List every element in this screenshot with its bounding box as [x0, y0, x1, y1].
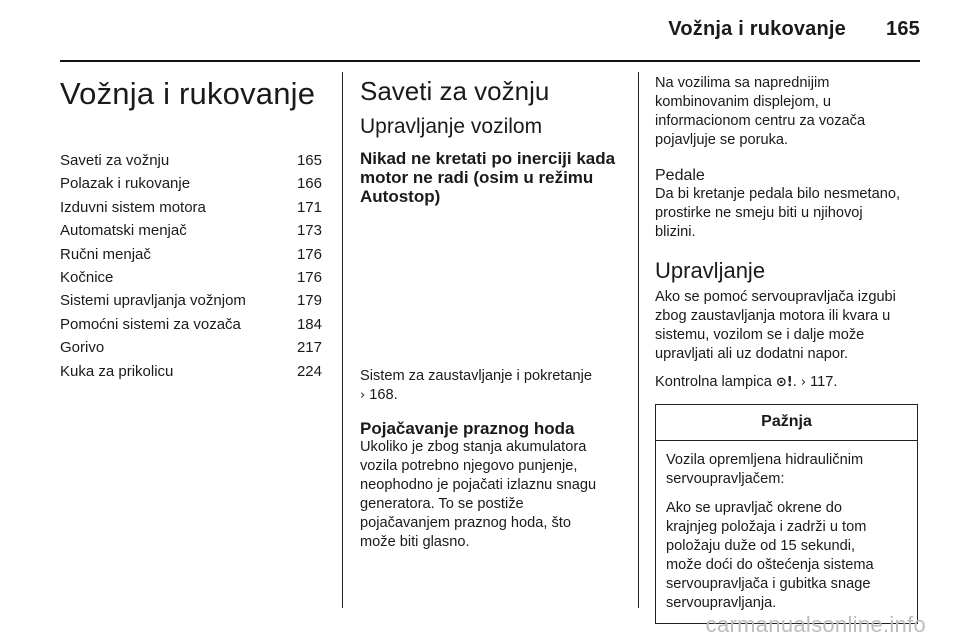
steering-warning-icon: ⊙! — [775, 375, 793, 390]
toc-entry-title: Polazak i rukovanje — [60, 175, 191, 193]
toc-entry-page: 165 — [296, 152, 322, 169]
text-line: neophodno je pojačati izlaznu snagu — [360, 477, 597, 493]
text-line: Na vozilima sa naprednijim — [655, 75, 830, 91]
cross-reference-link[interactable]: 117. — [810, 374, 838, 390]
toc-entry-page: 184 — [296, 315, 322, 333]
toc-entry[interactable] — [60, 314, 322, 335]
watermark: carmanualsonline.info — [705, 612, 926, 637]
toc-entry-page: 224 — [296, 362, 322, 380]
text-line: Kontrolna lampica — [655, 374, 772, 390]
heading-line: Autostop) — [360, 187, 441, 206]
chapter-title: Vožnja i rukovanje — [60, 76, 316, 111]
text-line: kombinovanim displejom, u — [655, 94, 832, 110]
text-line: pojačavanjem praznog hoda, što — [360, 515, 571, 531]
toc-entry-page: 176 — [296, 245, 322, 263]
text-line: može biti glasno. — [360, 534, 470, 550]
caution-box — [655, 404, 918, 624]
toc-entry-page: 217 — [296, 339, 322, 357]
stop-start-reference — [360, 367, 622, 405]
text-line: Sistem za zaustavljanje i pokretanje — [360, 368, 592, 384]
toc-entry-page: 179 — [296, 292, 322, 310]
text-line: Ako se pomoć servoupravljača izgubi — [655, 289, 896, 305]
toc-entry-page: 166 — [296, 175, 322, 193]
running-header-title: Vožnja i rukovanje — [668, 18, 847, 40]
caution-body — [656, 441, 917, 613]
toc-entry-title: Sistemi upravljanja vožnjom — [60, 292, 246, 310]
toc-entry-title: Izduvni sistem motora — [60, 198, 206, 216]
toc-entry-title: Pomoćni sistemi za vozača — [60, 315, 241, 333]
topic-title-idle-boost: Pojačavanje praznog hoda — [360, 419, 575, 438]
text-line: servoupravljača i gubitka snage — [666, 576, 871, 592]
toc-list — [60, 150, 322, 382]
caution-title: Pažnja — [656, 405, 917, 441]
section-title: Saveti za vožnju — [360, 76, 550, 106]
toc-entry-title: Kočnice — [60, 268, 114, 286]
toc-entry-page: 176 — [296, 268, 322, 286]
toc-entry[interactable] — [60, 197, 322, 218]
arrow-right-icon: › — [360, 388, 366, 403]
text-line: servoupravljanja. — [666, 595, 777, 611]
pedals-title: Pedale — [655, 167, 705, 184]
caution-paragraph — [666, 451, 907, 489]
subsection-title: Upravljanje vozilom — [360, 115, 543, 138]
text-line: servoupravljačem: — [666, 471, 785, 487]
steering-paragraph — [655, 288, 918, 364]
toc-entry[interactable] — [60, 244, 322, 265]
warning-lamp-reference: Kontrolna lampica ⊙!. › 117. — [655, 374, 838, 390]
running-header — [0, 18, 920, 41]
topic-title-inertia — [360, 149, 622, 206]
text-line: položaju duže od 15 sekundi, — [666, 538, 856, 554]
page-number: 165 — [886, 18, 920, 40]
text-line: vozila potrebno njegovo punjenje, — [360, 458, 578, 474]
intro-paragraph — [655, 74, 918, 150]
toc-entry-title: Gorivo — [60, 339, 105, 357]
text-line: upravljati ali uz dodatni napor. — [655, 346, 849, 362]
text-line: može doći do oštećenja sistema — [666, 557, 874, 573]
arrow-right-icon: › — [800, 375, 807, 390]
column-divider — [342, 72, 343, 608]
pedals-paragraph — [655, 185, 918, 242]
text-line: generatora. To se postiže — [360, 496, 524, 512]
toc-entry[interactable] — [60, 361, 322, 382]
text-line: informacionom centru za vozača — [655, 113, 866, 129]
heading-line: Nikad ne kretati po inerciji kada — [360, 149, 616, 168]
content-column-2 — [360, 72, 622, 561]
toc-entry[interactable] — [60, 220, 322, 241]
inertia-paragraph — [360, 206, 622, 358]
text-line: sistemu, vozilom se i dalje može — [655, 327, 865, 343]
text-line: Da bi kretanje pedala bilo nesmetano, — [655, 186, 901, 202]
toc-entry-title: Saveti za vožnju — [60, 152, 170, 169]
toc-entry-title: Ručni menjač — [60, 245, 151, 263]
header-rule — [60, 60, 920, 62]
text-line: Ako se upravljač okrene do — [666, 500, 843, 516]
toc-entry-title: Automatski menjač — [60, 222, 187, 240]
text-line: pojavljuje se poruka. — [655, 132, 789, 148]
content-column-3 — [655, 74, 918, 624]
caution-paragraph — [666, 499, 907, 613]
text-line: Vozila opremljena hidrauličnim — [666, 452, 864, 468]
text-line: prostirke ne smeju biti u njihovoj — [655, 205, 863, 221]
heading-line: motor ne radi (osim u režimu — [360, 168, 594, 187]
text-line: zbog zaustavljanja motora ili kvara u — [655, 308, 891, 324]
text-line: blizini. — [655, 224, 696, 240]
toc-column — [60, 72, 322, 384]
toc-entry-page: 173 — [296, 222, 322, 240]
text-line: krajnjeg položaja i zadrži u tom — [666, 519, 867, 535]
toc-entry-page: 171 — [296, 198, 322, 216]
toc-entry[interactable] — [60, 337, 322, 358]
toc-entry-title: Kuka za prikolicu — [60, 362, 174, 380]
cross-reference-link[interactable]: 168. — [369, 387, 398, 403]
toc-entry[interactable] — [60, 290, 322, 311]
idle-boost-paragraph — [360, 438, 622, 552]
text-line: Ukoliko je zbog stanja akumulatora — [360, 439, 587, 455]
toc-entry[interactable] — [60, 267, 322, 288]
toc-entry[interactable] — [60, 173, 322, 194]
steering-title: Upravljanje — [655, 258, 766, 283]
column-divider — [638, 72, 639, 608]
toc-entry[interactable] — [60, 150, 322, 171]
